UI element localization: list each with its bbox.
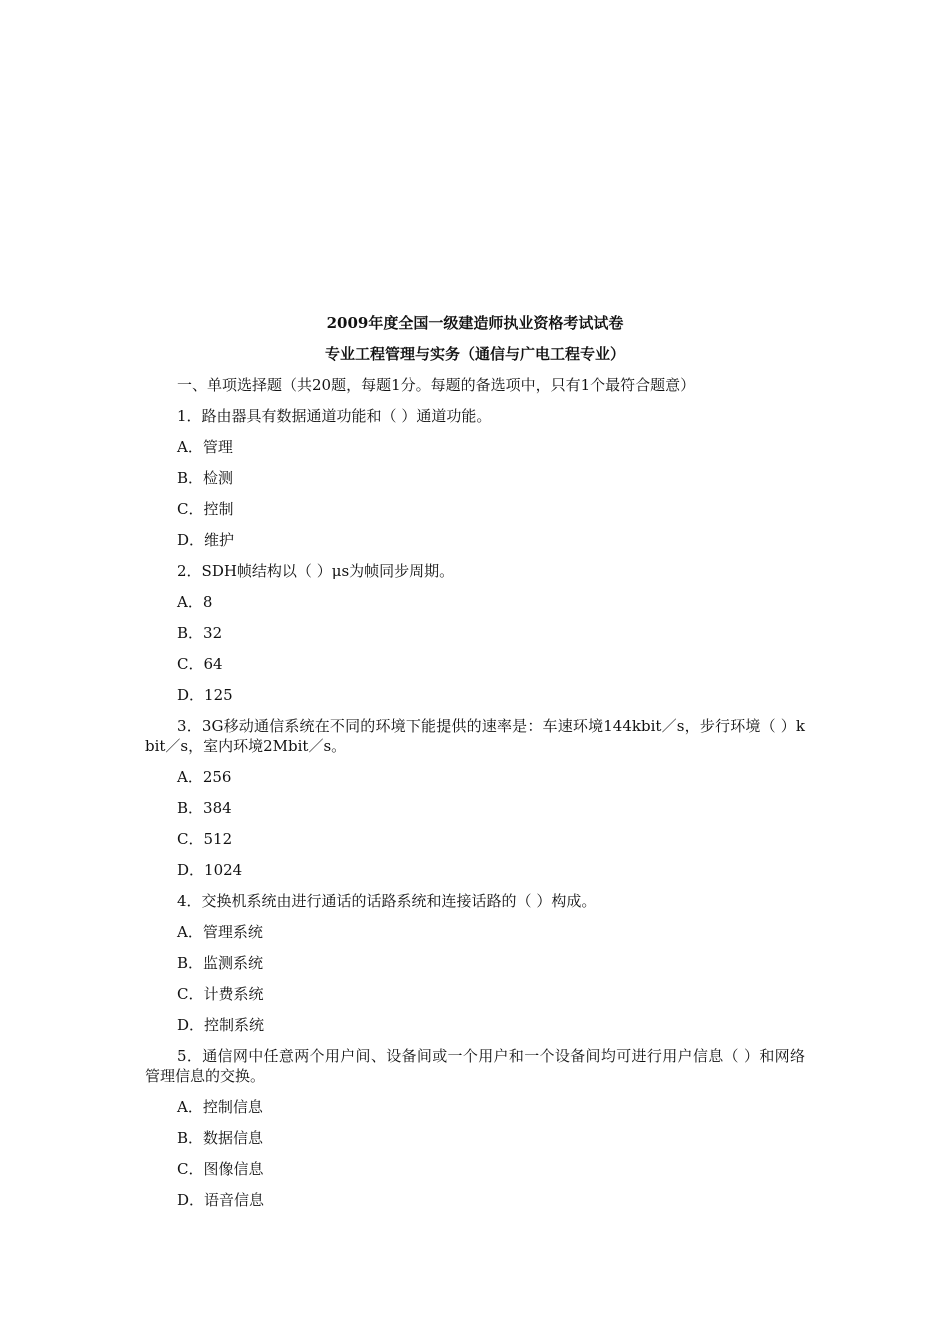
question-4-option-b: B．监测系统	[177, 954, 264, 972]
question-3-option-d: D．1024	[177, 861, 243, 879]
question-5-option-b: B．数据信息	[177, 1129, 264, 1147]
question-4-option-a: A．管理系统	[177, 923, 263, 941]
question-2-option-c: C．64	[177, 655, 223, 673]
question-5-stem: 5．通信网中任意两个用户间、设备间或一个用户和一个设备间均可进行用户信息（ ）和网络管理信息的交换。	[145, 1047, 805, 1085]
exam-title: 2009年度全国一级建造师执业资格考试试卷	[326, 314, 624, 332]
question-1-option-a: A．管理	[177, 438, 233, 456]
question-1-option-d: D．维护	[177, 531, 235, 549]
question-3-option-a: A．256	[177, 768, 232, 786]
exam-body	[145, 375, 805, 1221]
exam-subtitle: 专业工程管理与实务（通信与广电工程专业）	[324, 345, 625, 363]
question-5-option-c: C．图像信息	[177, 1160, 264, 1178]
question-3-option-b: B．384	[177, 799, 232, 817]
question-1-option-c: C．控制	[177, 500, 234, 518]
section-heading: 一、单项选择题（共20题，每题1分。每题的备选项中，只有1个最符合题意）	[177, 376, 696, 394]
question-2-stem: 2．SDH帧结构以（ ）μs为帧同步周期。	[177, 562, 455, 580]
question-5-option-a: A．控制信息	[177, 1098, 263, 1116]
question-2-option-d: D．125	[177, 686, 233, 704]
question-2-option-b: B．32	[177, 624, 223, 642]
question-3-stem: 3．3G移动通信系统在不同的环境下能提供的速率是：车速环境144kbit／s，步行环境（ ）kbit／s，室内环境2Mbit／s。	[145, 717, 805, 755]
question-1-stem: 1．路由器具有数据通道功能和（ ）通道功能。	[177, 407, 492, 425]
question-4-option-d: D．控制系统	[177, 1016, 265, 1034]
question-4-option-c: C．计费系统	[177, 985, 264, 1003]
question-2-option-a: A．8	[177, 593, 213, 611]
question-3-option-c: C．512	[177, 830, 233, 848]
question-1-option-b: B．检测	[177, 469, 234, 487]
question-4-stem: 4．交换机系统由进行通话的话路系统和连接话路的（ ）构成。	[177, 892, 597, 910]
question-5-option-d: D．语音信息	[177, 1191, 265, 1209]
